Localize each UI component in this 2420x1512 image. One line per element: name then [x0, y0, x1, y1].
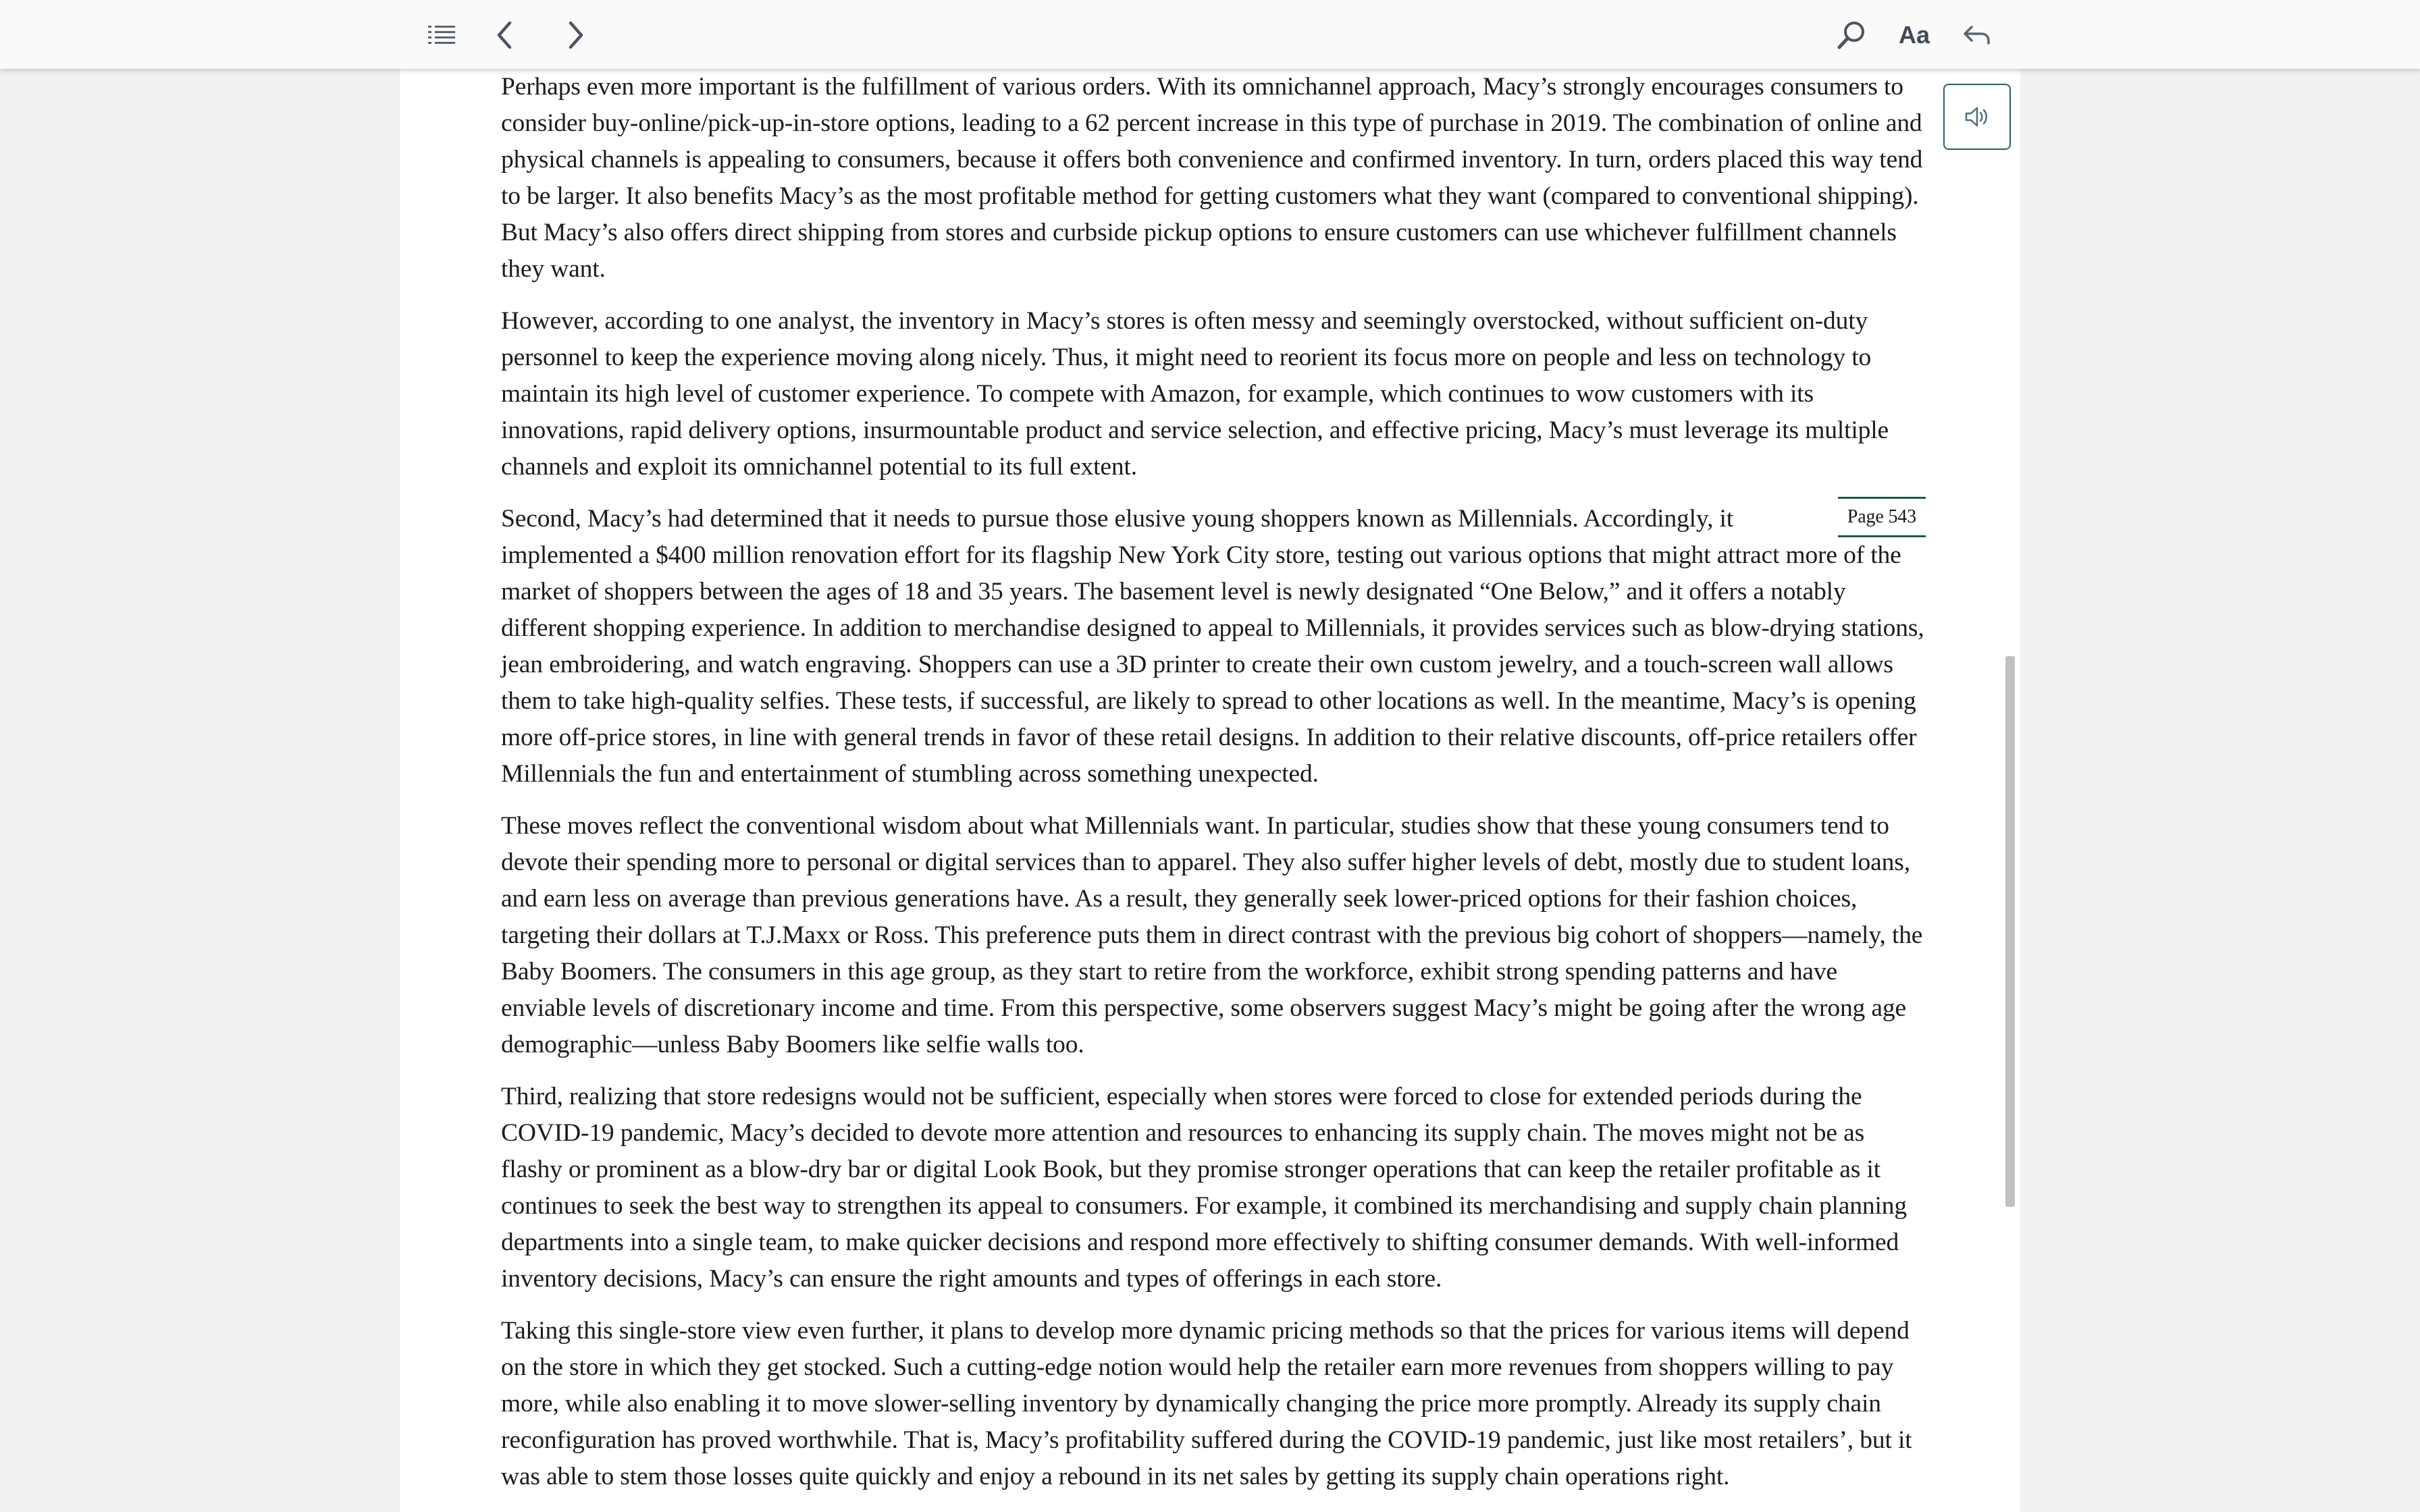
next-page-button[interactable]	[554, 14, 597, 57]
paragraph-text: Second, Macy’s had determined that it needs to pursue those elusive young shoppers known as Millennials. Accordingly, it implemented a $400 million renovation effort for its flagship New York City store, testing out various options that might attract more of the market of shoppers between the ages of 18 and 35 years. The basement level is newly designated “One Below,” and it offers a notably different shopping experience. In addition to merchandise designed to appeal to Millennials, it provides services such as blow-drying stations, jean embroidering, and watch engraving. Shoppers can use a 3D printer to create their own custom jewelry, and a touch-screen wall allows them to take high-quality selfies. These tests, if successful, are likely to spread to other locations as well. In the meantime, Macy’s is opening more off-price stores, in line with general trends in favor of these retail designs. In addition to their relative discounts, off-price retailers offer Millennials the fun and entertainment of stumbling across something unexpected.	[501, 505, 1924, 788]
reader-toolbar	[0, 0, 2420, 69]
paragraph: Perhaps even more important is the fulfillment of various orders. With its omnichannel approach, Macy’s strongly encourages consumers to consider buy-online/pick-up-in-store options, leading to a 62 percent increase in this type of purchase in 2019. The combination of online and physical channels is appealing to consumers, because it offers both convenience and confirmed inventory. In turn, orders placed this way tend to be larger. It also benefits Macy’s as the most profitable method for getting customers what they want (compared to conventional shipping). But Macy’s also offers direct shipping from stores and curbside pickup options to ensure customers can use whichever fulfillment channels they want.	[501, 73, 1923, 283]
reading-page	[400, 69, 2020, 1512]
back-button[interactable]	[1955, 14, 1999, 57]
search-button[interactable]	[1830, 14, 1873, 57]
speaker-icon	[1964, 105, 1991, 128]
chevron-left-icon	[495, 20, 515, 50]
back-icon	[1962, 23, 1992, 47]
font-settings-button[interactable]	[1893, 14, 1935, 57]
paragraph: Third, realizing that store redesigns would not be sufficient, especially when stores were forced to close for extended periods during the COVID-19 pandemic, Macy’s decided to devote more attention and resources to enhancing its supply chain. The moves might not be as flashy or prominent as a blow-dry bar or digital Look Book, but they promise stronger operations that can keep the retailer profitable as it continues to seek the best way to strengthen its appeal to consumers. For example, it combined its merchandising and supply chain planning departments into a single team, to make quicker decisions and respond more effectively to shifting consumer demands. With well-informed inventory decisions, Macy’s can ensure the right amounts and types of offerings in each store.	[501, 1083, 1907, 1293]
paragraph: These moves reflect the conventional wisdom about what Millennials want. In particular, studies show that these young consumers tend to devote their spending more to personal or digital services than to apparel. They also suffer higher levels of debt, mostly due to student loans, and earn less on average than previous generations have. As a result, they generally seek lower-priced options for their fashion choices, targeting their dollars at T.J.Maxx or Ross. This preference puts them in direct contrast with the previous big cohort of shoppers—namely, the Baby Boomers. The consumers in this age group, as they start to retire from the workforce, exhibit strong spending patterns and have enviable levels of discretionary income and time. From this perspective, some observers suggest Macy’s might be going after the wrong age demographic—unless Baby Boomers like selfie walls too.	[501, 812, 1923, 1058]
paragraph: However, according to one analyst, the inventory in Macy’s stores is often messy and seemingly overstocked, without sufficient on-duty personnel to keep the experience moving along nicely. Thus, it might need to reorient its focus more on people and less on technology to maintain its high level of customer experience. To compete with Amazon, for example, which continues to wow customers with its innovations, rapid delivery options, insurmountable product and service selection, and effective pricing, Macy’s must leverage its multiple channels and exploit its omnichannel potential to its full extent.	[501, 307, 1889, 481]
page-marker: Page 543	[1838, 497, 1926, 537]
paragraph: Taking this single-store view even further, it plans to develop more dynamic pricing methods so that the prices for various items will depend on the store in which they get stocked. Such a cutting-edge notion would help the retailer earn more revenues from shoppers willing to pay more, while also enabling it to move slower-selling inventory by dynamically changing the price more promptly. Already its supply chain reconfiguration has proved worthwhile. That is, Macy’s profitability suffered during the COVID-19 pandemic, just like most retailers’, but it was able to stem those losses quite quickly and enjoy a rebound in its net sales by getting its supply chain operations right.	[501, 1317, 1912, 1490]
chevron-right-icon	[565, 20, 585, 50]
table-of-contents-button[interactable]	[420, 14, 463, 57]
previous-page-button[interactable]	[483, 14, 527, 57]
font-settings-icon: Aa	[1898, 21, 1930, 49]
article-content	[501, 69, 1926, 1511]
paragraph-with-page-marker	[501, 501, 1926, 792]
scrollbar-thumb[interactable]	[2005, 656, 2015, 1207]
read-aloud-button[interactable]	[1943, 84, 2011, 150]
table-of-contents-icon	[427, 23, 456, 47]
search-icon	[1836, 20, 1867, 51]
